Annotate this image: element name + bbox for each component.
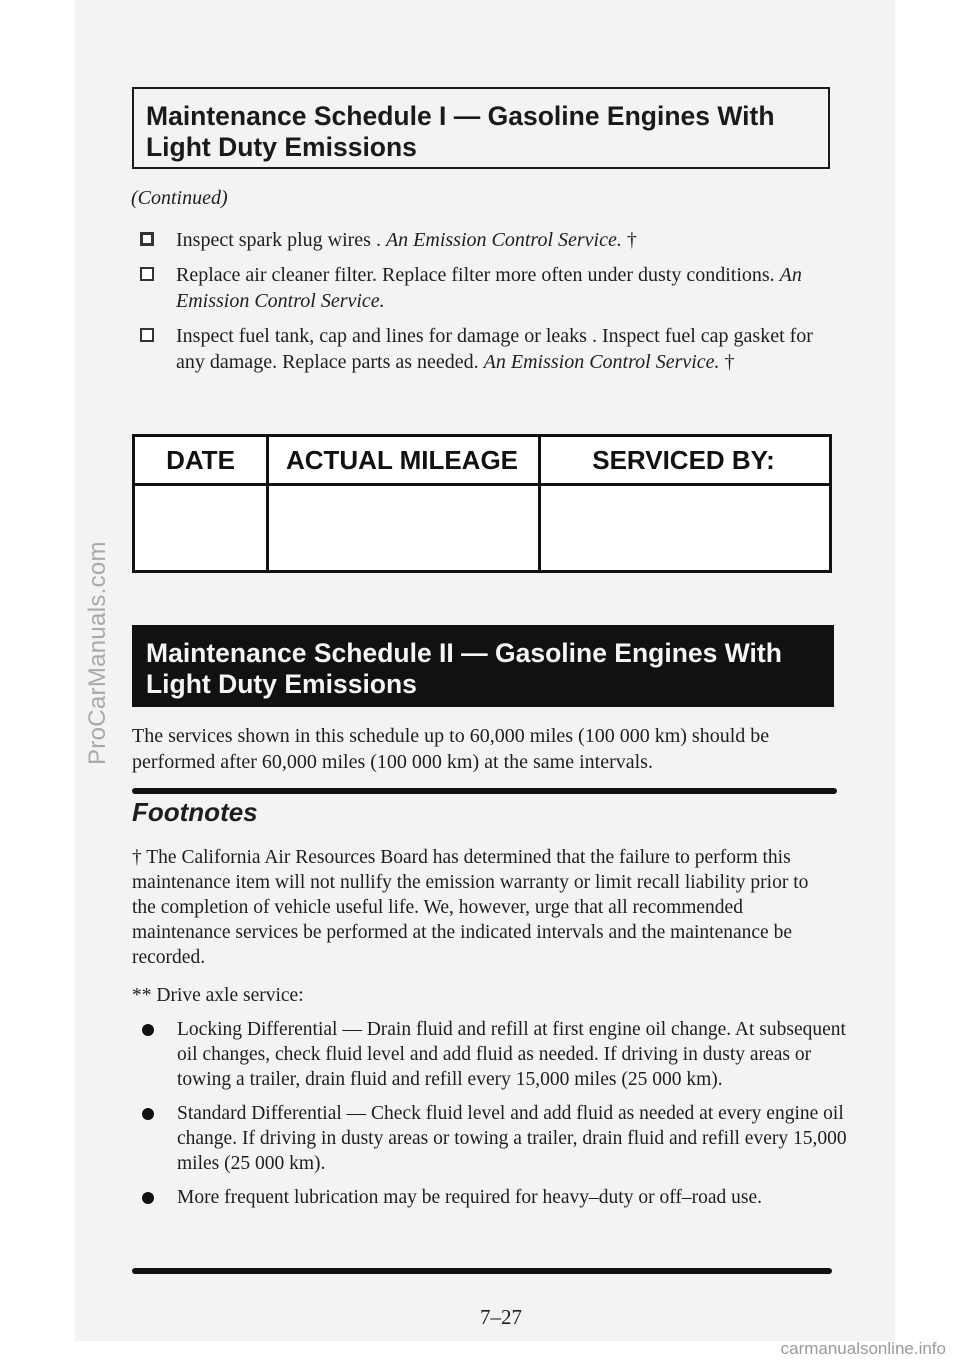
axle-service-list bbox=[142, 1017, 854, 1219]
dagger-footnote: † The California Air Resources Board has determined that the failure to perform this maintenance item will not nullify the emission warranty or limit recall liability prior to the completion of vehicle useful life. We, however, urge that all recommended maintenance services be performed at the indicated intervals and the maintenance be recorded. bbox=[132, 847, 809, 968]
checklist-item-text: Replace air cleaner filter. Replace filter more often under dusty conditions. bbox=[176, 264, 780, 286]
list-item bbox=[142, 1017, 854, 1092]
checkbox-icon[interactable] bbox=[140, 232, 154, 246]
checkbox-icon[interactable] bbox=[140, 328, 154, 342]
list-item bbox=[142, 1185, 854, 1210]
checkbox-icon[interactable] bbox=[140, 267, 154, 281]
axle-footnote: ** Drive axle service: bbox=[132, 985, 304, 1006]
side-watermark: ProCarManuals.com bbox=[84, 541, 111, 765]
list-item bbox=[142, 1101, 854, 1176]
service-record-header bbox=[135, 437, 829, 486]
date-column-header: DATE bbox=[166, 444, 235, 475]
heading-line-2: Light Duty Emissions bbox=[146, 669, 417, 699]
heading-line-2: Light Duty Emissions bbox=[146, 132, 417, 162]
checklist-item-service-type: An Emission Control Service. bbox=[483, 351, 720, 373]
list-item-text: More frequent lubrication may be required for heavy–duty or off–road use. bbox=[177, 1187, 762, 1208]
continued-label: (Continued) bbox=[131, 187, 228, 209]
page-number: 7–27 bbox=[480, 1305, 522, 1329]
service-record-table bbox=[132, 434, 832, 573]
schedule-one-heading bbox=[132, 87, 830, 169]
bottom-watermark: carmanualsonline.info bbox=[780, 1339, 946, 1358]
checklist-item-text: Inspect spark plug wires . bbox=[176, 229, 386, 251]
list-item-text: Standard Differential — Check fluid level and add fluid as needed at every engine oil change. If driving in dusty areas or towing a trailer, drain fluid and refill every 15,000 miles (25 000 km). bbox=[177, 1103, 847, 1174]
mileage-column-header: ACTUAL MILEAGE bbox=[285, 444, 519, 475]
section-divider bbox=[132, 788, 837, 794]
mileage-entry-cell[interactable] bbox=[269, 486, 538, 570]
serviced-by-entry-cell[interactable] bbox=[541, 486, 829, 570]
schedule-two-description: The services shown in this schedule up to 60,000 miles (100 000 km) should be performed after 60,000 miles (100 000 km) at the same intervals. bbox=[132, 725, 770, 773]
checklist-item bbox=[140, 227, 840, 253]
checklist-item-text: Inspect fuel tank, cap and lines for damage or leaks . Inspect fuel cap gasket for any damage. Replace parts as needed. bbox=[176, 325, 813, 373]
footnotes-title: Footnotes bbox=[132, 797, 258, 827]
checklist-item-service-type: An Emission Control Service. bbox=[385, 229, 622, 251]
checklist-item-service-type: An Emission Control Service. bbox=[176, 264, 802, 312]
section-divider bbox=[132, 1268, 832, 1274]
bullet-icon bbox=[142, 1192, 154, 1204]
serviced-by-column-header: SERVICED BY: bbox=[592, 444, 775, 475]
bullet-icon bbox=[142, 1108, 154, 1120]
dagger-mark: † bbox=[719, 351, 735, 373]
schedule-two-heading bbox=[132, 625, 834, 707]
list-item-text: Locking Differential — Drain fluid and refill at first engine oil change. At subsequent oil changes, check fluid level and add fluid as needed. If driving in dusty areas or towing a trailer, drain fluid and refill every 15,000 miles (25 000 km). bbox=[177, 1019, 846, 1090]
dagger-mark: † bbox=[621, 229, 637, 251]
heading-line-1: Maintenance Schedule II — Gasoline Engines With bbox=[146, 638, 782, 668]
checklist-item bbox=[140, 262, 840, 314]
heading-line-1: Maintenance Schedule I — Gasoline Engines With bbox=[146, 101, 775, 131]
date-entry-cell[interactable] bbox=[135, 486, 266, 570]
checklist-item bbox=[140, 323, 840, 375]
maintenance-checklist bbox=[140, 227, 840, 384]
bullet-icon bbox=[142, 1024, 154, 1036]
